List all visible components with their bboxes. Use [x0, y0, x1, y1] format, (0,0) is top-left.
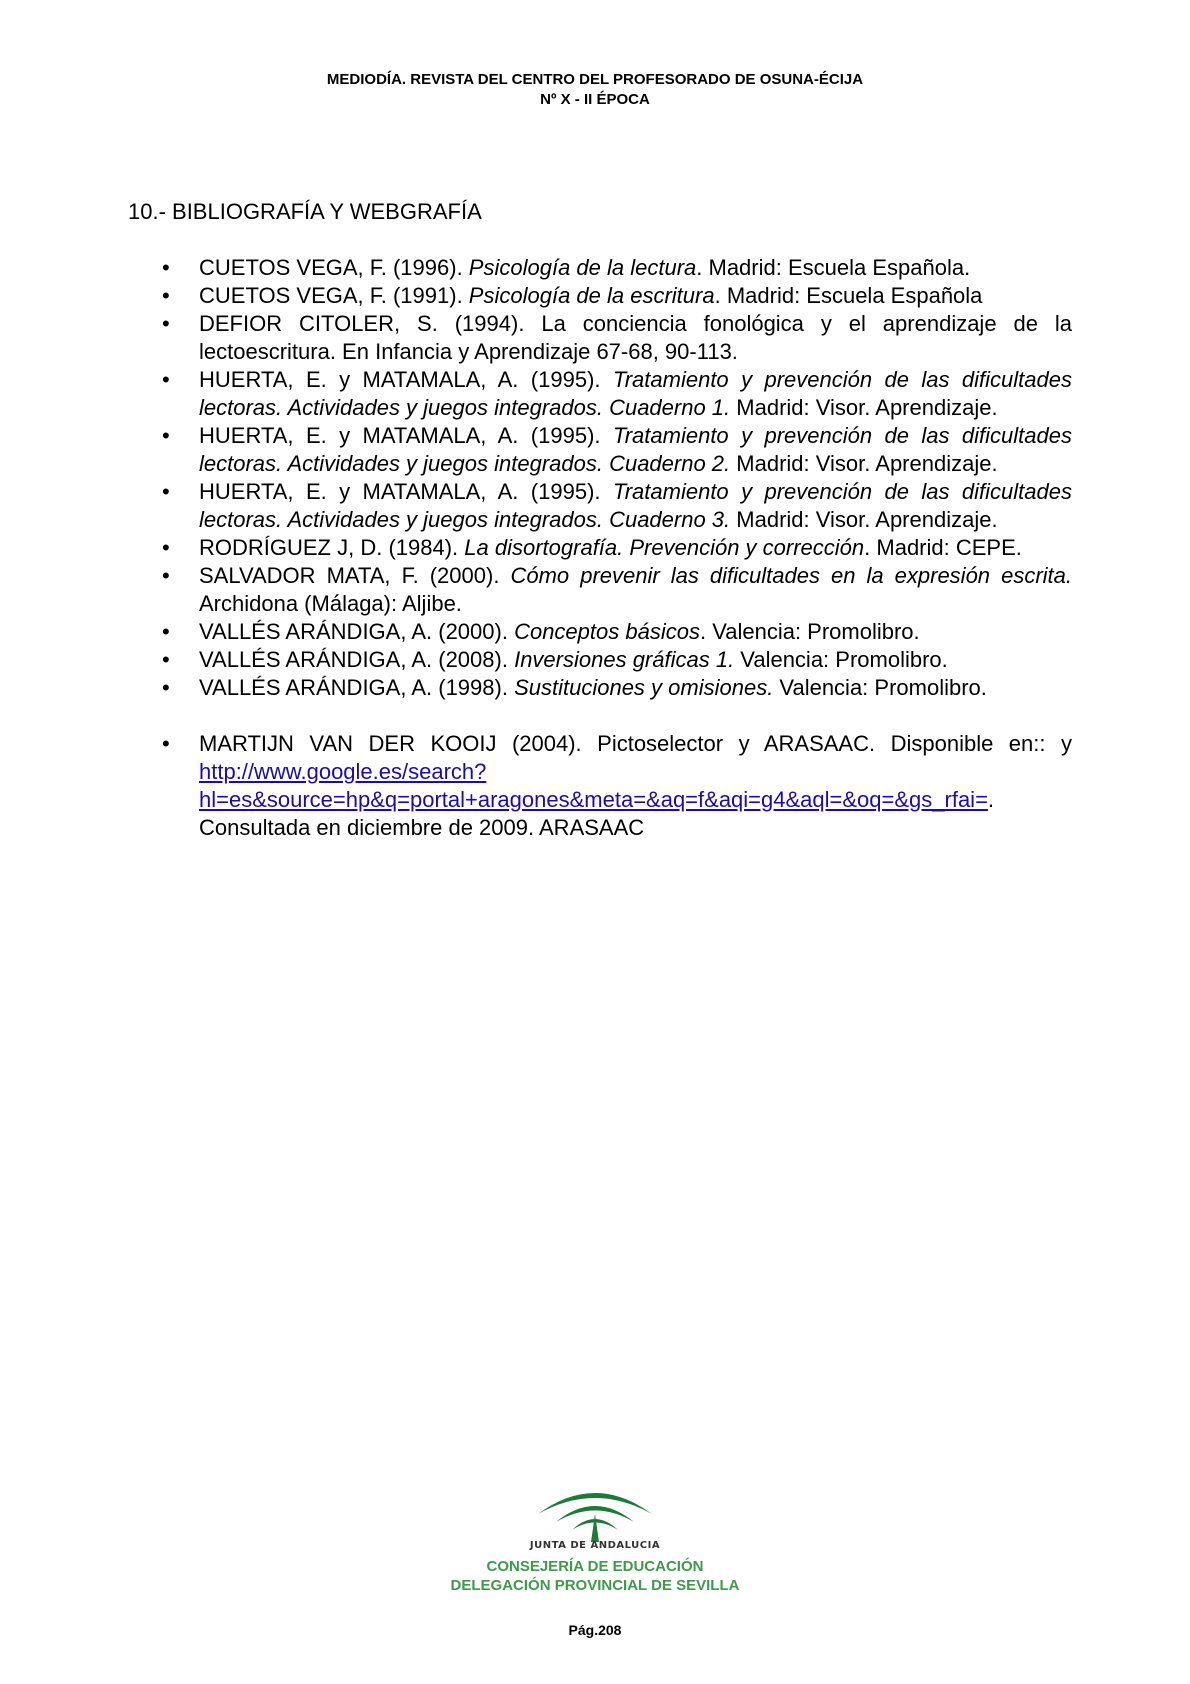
entry-title: Sustituciones y omisiones.	[514, 675, 774, 700]
entry-author: HUERTA, E. y MATAMALA, A. (1995).	[199, 479, 613, 504]
issue-number: Nº X - II ÉPOCA	[540, 91, 650, 108]
section-title: 10.- BIBLIOGRAFÍA Y WEBGRAFÍA	[128, 199, 482, 224]
entry-publisher: Valencia: Promolibro.	[734, 647, 948, 672]
entry-author: VALLÉS ARÁNDIGA, A. (1998).	[199, 675, 515, 700]
entry-title: Psicología de la lectura	[468, 255, 697, 280]
bibliography-entry	[128, 534, 1072, 562]
entry-publisher: Madrid: Visor. Aprendizaje.	[730, 395, 998, 420]
page-number: Pág.208	[568, 1622, 622, 1638]
bibliography-entry	[128, 254, 1072, 282]
web-entry-text: MARTIJN VAN DER KOOIJ (2004). Pictoselector y ARASAAC. Disponible en:: y	[199, 731, 1072, 756]
page-footer	[0, 1478, 1190, 1595]
bibliography-entry	[128, 674, 1072, 702]
journal-title: MEDIODÍA. REVISTA DEL CENTRO DEL PROFESORADO DE OSUNA-ÉCIJA	[326, 71, 864, 88]
entry-author: CUETOS VEGA, F. (1991).	[199, 283, 469, 308]
department-name	[0, 1557, 1190, 1595]
bibliography-entry	[128, 646, 1072, 674]
entry-publisher: . Madrid: Escuela Española	[714, 283, 983, 308]
webgraphy-entry	[128, 730, 1072, 842]
web-entry-link[interactable]: http://www.google.es/search?hl=es&source=hp&q=portal+aragones&meta=&aq=f&aqi=g4&aql=&oq=&gs_rfai=	[199, 759, 988, 812]
entry-author: DEFIOR CITOLER, S. (1994). La conciencia fonológica y el aprendizaje de la lectoescritura. En Infancia y Aprendizaje 67-68, 90-113.	[199, 311, 1072, 364]
entry-author: SALVADOR MATA, F. (2000).	[199, 563, 511, 588]
consejeria-line: CONSEJERÍA DE EDUCACIÓN	[486, 1558, 704, 1575]
entry-author: VALLÉS ARÁNDIGA, A. (2000).	[199, 619, 515, 644]
bibliography-entry	[128, 282, 1072, 310]
entry-title: Cómo prevenir las dificultades en la expresión escrita.	[510, 563, 1072, 588]
bibliography-entry	[128, 366, 1072, 422]
entry-publisher: . Madrid: Escuela Española.	[696, 255, 971, 280]
entry-title: Conceptos básicos	[514, 619, 700, 644]
bibliography-entry	[128, 422, 1072, 478]
entry-author: RODRÍGUEZ J, D. (1984).	[199, 535, 465, 560]
entry-publisher: Madrid: Visor. Aprendizaje.	[730, 451, 998, 476]
entry-publisher: . Valencia: Promolibro.	[699, 619, 920, 644]
entry-title: La disortografía. Prevención y corrección	[464, 535, 865, 560]
junta-de-andalucia-logo-icon	[530, 1478, 660, 1542]
entry-publisher: Valencia: Promolibro.	[773, 675, 987, 700]
bibliography-entry	[128, 478, 1072, 534]
entry-title: Inversiones gráficas 1.	[514, 647, 735, 672]
entry-author: VALLÉS ARÁNDIGA, A. (2008).	[199, 647, 515, 672]
entry-title: Tratamiento y prevención de las dificultades lectoras. Actividades y juegos integrados. Cuaderno 3.	[199, 479, 1072, 532]
page-header	[0, 70, 1190, 110]
entry-publisher: Madrid: Visor. Aprendizaje.	[730, 507, 998, 532]
bibliography-list	[128, 254, 1072, 842]
bibliography-entry	[128, 562, 1072, 618]
entry-author: HUERTA, E. y MATAMALA, A. (1995).	[199, 423, 613, 448]
entry-publisher: Archidona (Málaga): Aljibe.	[199, 591, 462, 616]
delegacion-line: DELEGACIÓN PROVINCIAL DE SEVILLA	[450, 1577, 740, 1594]
entry-title: Tratamiento y prevención de las dificultades lectoras. Actividades y juegos integrados. Cuaderno 2.	[199, 423, 1072, 476]
entry-title: Psicología de la escritura	[468, 283, 715, 308]
entry-author: CUETOS VEGA, F. (1996).	[199, 255, 469, 280]
entry-publisher: . Madrid: CEPE.	[864, 535, 1022, 560]
web-entry-consulted: . Consultada en diciembre de 2009. ARASAAC	[199, 787, 995, 840]
logo-wordmark: JUNTA DE ANDALUCIA	[529, 1540, 661, 1551]
bibliography-entry	[128, 618, 1072, 646]
entry-author: HUERTA, E. y MATAMALA, A. (1995).	[199, 367, 613, 392]
entry-title: Tratamiento y prevención de las dificultades lectoras. Actividades y juegos integrados. Cuaderno 1.	[199, 367, 1072, 420]
bibliography-entry	[128, 310, 1072, 366]
